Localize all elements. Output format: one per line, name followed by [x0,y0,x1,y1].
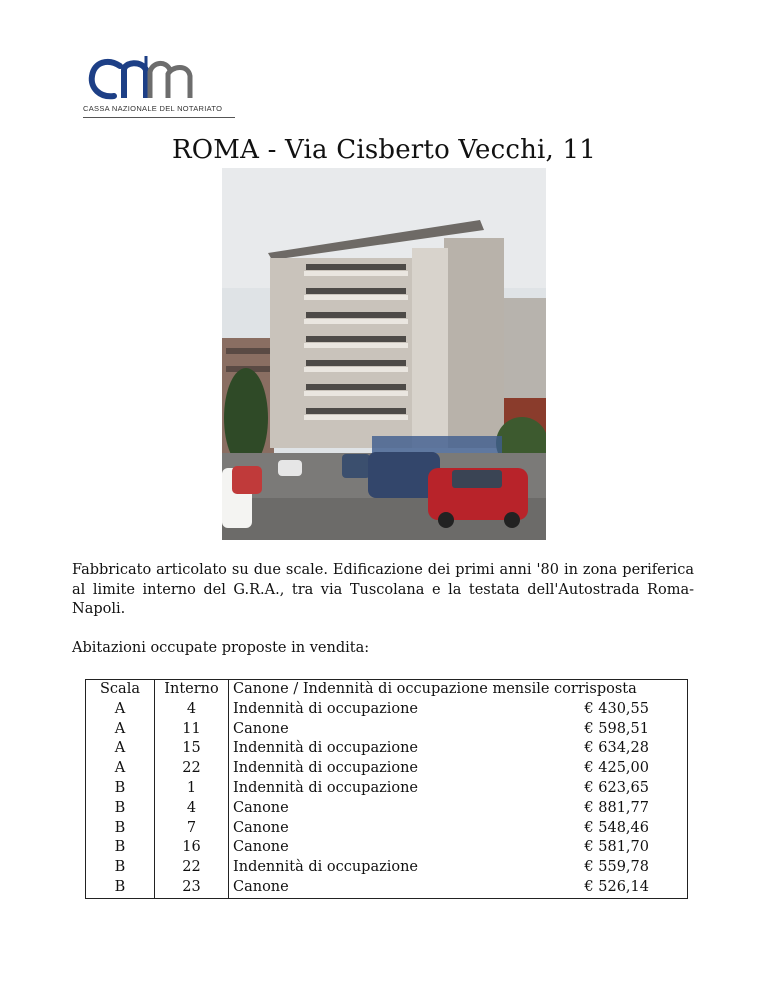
cell-interno: 22 [155,858,229,878]
table-row [86,700,688,720]
table-row [86,779,688,799]
cell-interno: 4 [155,799,229,819]
cell-tipo: Indennità di occupazione [229,759,476,779]
cell-importo: € 559,78 [475,858,688,878]
cell-tipo: Canone [229,838,476,858]
cell-interno: 7 [155,819,229,839]
header-descrizione: Canone / Indennità di occupazione mensile corrisposta [229,680,688,700]
cell-importo: € 881,77 [475,799,688,819]
cell-importo: € 581,70 [475,838,688,858]
table-row [86,878,688,898]
page-title: ROMA - Via Cisberto Vecchi, 11 [172,135,596,165]
cell-scala: B [86,779,155,799]
cell-scala: B [86,858,155,878]
cell-importo: € 526,14 [475,878,688,898]
cell-importo: € 425,00 [475,759,688,779]
cell-scala: A [86,759,155,779]
cell-importo: € 548,46 [475,819,688,839]
header-scala: Scala [86,680,155,700]
cell-interno: 15 [155,739,229,759]
table-row [86,858,688,878]
cell-tipo: Canone [229,819,476,839]
cell-tipo: Indennità di occupazione [229,739,476,759]
table-row [86,759,688,779]
cell-scala: B [86,799,155,819]
cell-scala: B [86,838,155,858]
logo-divider [83,117,235,118]
cell-importo: € 623,65 [475,779,688,799]
cell-scala: B [86,819,155,839]
header-interno: Interno [155,680,229,700]
building-description: Fabbricato articolato su due scale. Edificazione dei primi anni '80 in zona periferica al limite interno del G.R.A., tra via Tuscolana e la testata dell'Autostrada Roma-Napoli. [72,562,694,617]
cell-importo: € 430,55 [475,700,688,720]
cell-importo: € 634,28 [475,739,688,759]
cell-tipo: Canone [229,878,476,898]
cell-tipo: Canone [229,720,476,740]
table-row [86,819,688,839]
cell-tipo: Indennità di occupazione [229,779,476,799]
cell-scala: B [86,878,155,898]
logo-caption: CASSA NAZIONALE DEL NOTARIATO [83,104,223,113]
cell-interno: 1 [155,779,229,799]
cell-scala: A [86,739,155,759]
cell-interno: 4 [155,700,229,720]
cell-interno: 22 [155,759,229,779]
cell-tipo: Indennità di occupazione [229,858,476,878]
cell-tipo: Indennità di occupazione [229,700,476,720]
table-row [86,799,688,819]
units-table [85,679,688,899]
cell-interno: 11 [155,720,229,740]
cell-scala: A [86,700,155,720]
units-subheading: Abitazioni occupate proposte in vendita: [72,640,370,656]
table-row [86,739,688,759]
cell-interno: 23 [155,878,229,898]
building-photo [222,168,546,540]
cell-scala: A [86,720,155,740]
cell-importo: € 598,51 [475,720,688,740]
table-row [86,720,688,740]
table-header-row [86,680,688,700]
cell-interno: 16 [155,838,229,858]
table-row [86,838,688,858]
cell-tipo: Canone [229,799,476,819]
